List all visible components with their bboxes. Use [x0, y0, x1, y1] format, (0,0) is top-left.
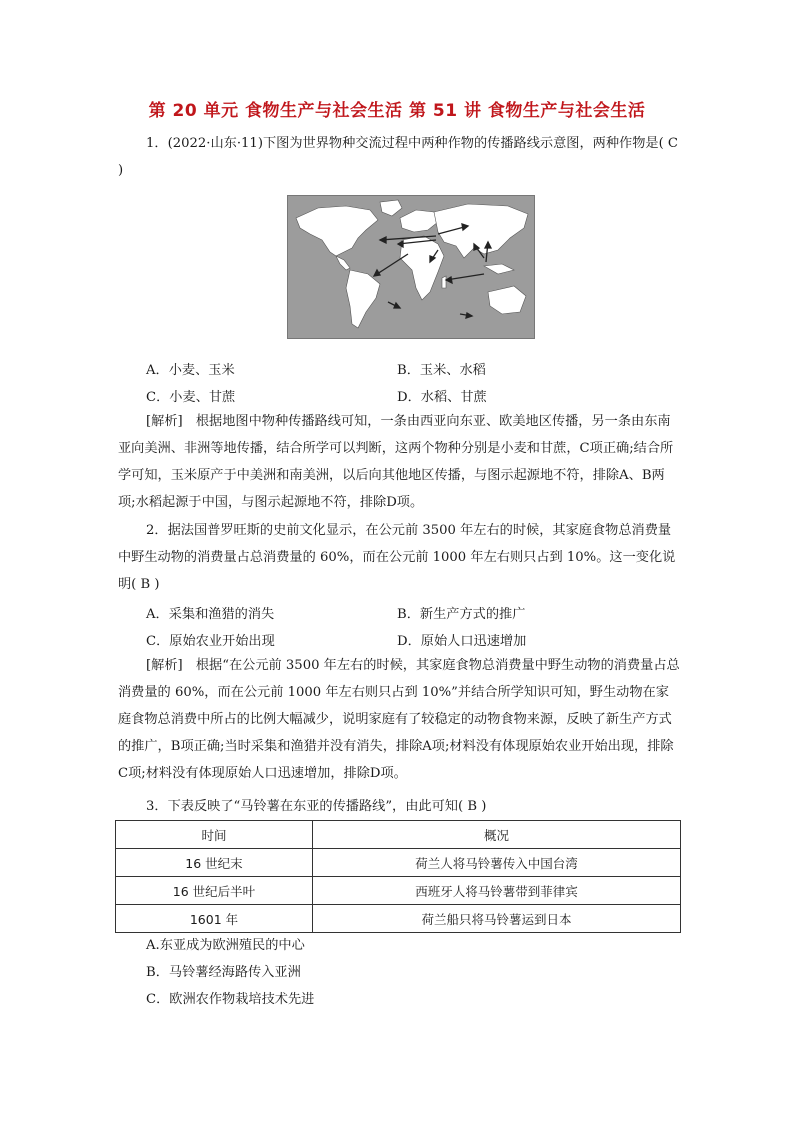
- question-2-stem: 2．据法国普罗旺斯的史前文化显示，在公元前 3500 年左右的时候，其家庭食物总消费量中野生动物的消费量占总消费量的 60%，而在公元前 1000 年左右则只占到 10%。这一变化说明( B ): [118, 523, 676, 592]
- q1-option-a: A．小麦、玉米: [146, 363, 235, 378]
- q2-option-a: A．采集和渔猎的消失: [146, 607, 275, 622]
- table-cell: 西班牙人将马铃薯带到菲律宾: [313, 877, 681, 905]
- table-cell: 1601 年: [116, 905, 313, 933]
- q2-option-d: D．原始人口迅速增加: [397, 634, 527, 649]
- q3-option-c: C．欧洲农作物栽培技术先进: [146, 992, 315, 1007]
- table-row: [116, 877, 681, 905]
- q3-option-b: B．马铃薯经海路传入亚洲: [146, 965, 301, 980]
- q1-option-c: C．小麦、甘蔗: [146, 390, 236, 405]
- q2-option-b: B．新生产方式的推广: [397, 607, 526, 622]
- world-map-figure: [287, 195, 535, 339]
- question-1-stem: 1．(2022·山东·11)下图为世界物种交流过程中两种作物的传播路线示意图，两种作物是( C ): [118, 136, 679, 178]
- table-cell: 荷兰人将马铃薯传入中国台湾: [313, 849, 681, 877]
- table-row: [116, 849, 681, 877]
- table-cell: 16 世纪后半叶: [116, 877, 313, 905]
- q2-analysis: [解析] 根据“在公元前 3500 年左右的时候，其家庭食物总消费量中野生动物的消费量占总消费量的 60%，而在公元前 1000 年左右则只占到 10%”并结合所学知识可知，野生动物在家庭食物总消费中所占的比例大幅减少，说明家庭有了较稳定的动物食物来源，反映了新生产方式的推广，B项正确;当时采集和渔猎并没有消失，排除A项;材料没有体现原始农业开始出现，排除C项;材料没有体现原始人口迅速增加，排除D项。: [118, 658, 680, 781]
- question-3-stem: 3．下表反映了“马铃薯在东亚的传播路线”，由此可知( B ): [146, 799, 487, 814]
- table-cell: 16 世纪末: [116, 849, 313, 877]
- potato-route-table: [115, 820, 681, 933]
- q3-option-a: A.东亚成为欧洲殖民的中心: [146, 938, 305, 953]
- q1-option-d: D．水稻、甘蔗: [397, 390, 487, 405]
- table-row: [116, 905, 681, 933]
- table-header-row: [116, 821, 681, 849]
- page-title: 第 20 单元 食物生产与社会生活 第 51 讲 食物生产与社会生活: [148, 101, 646, 121]
- world-map-icon: [288, 196, 534, 338]
- table-header-time: 时间: [116, 821, 313, 849]
- table-cell: 荷兰船只将马铃薯运到日本: [313, 905, 681, 933]
- q1-analysis: [解析] 根据地图中物种传播路线可知，一条由西亚向东亚、欧美地区传播，另一条由东南亚向美洲、非洲等地传播，结合所学可以判断，这两个物种分别是小麦和甘蔗，C项正确;结合所学可知，玉米原产于中美洲和南美洲，以后向其他地区传播，与图示起源地不符，排除A、B两项;水稻起源于中国，与图示起源地不符，排除D项。: [118, 414, 674, 510]
- table-header-summary: 概况: [313, 821, 681, 849]
- q1-option-b: B．玉米、水稻: [397, 363, 486, 378]
- q2-option-c: C．原始农业开始出现: [146, 634, 275, 649]
